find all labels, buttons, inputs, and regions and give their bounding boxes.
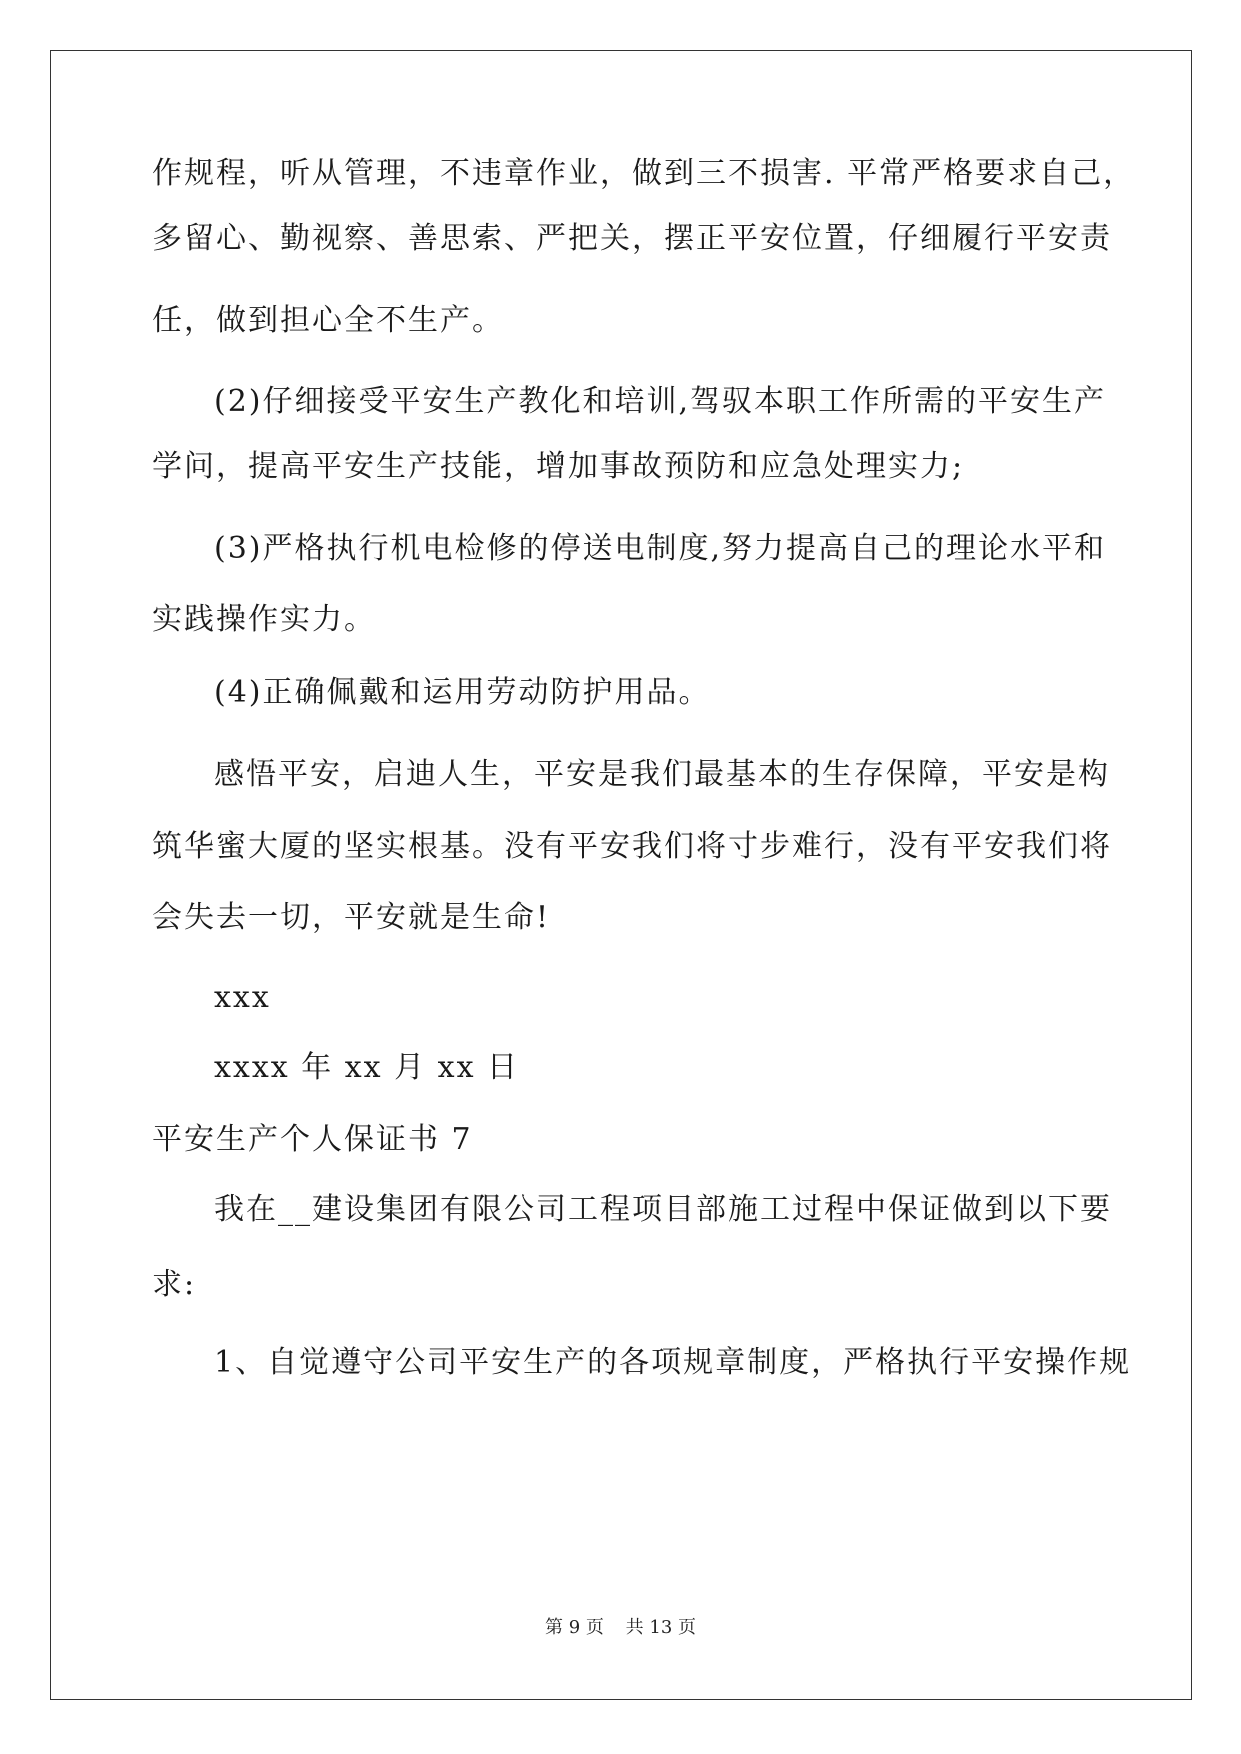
page-frame (50, 50, 1192, 1700)
text-line: 1、自觉遵守公司平安生产的各项规章制度，严格执行平安操作规 (214, 1345, 1132, 1380)
text-line: (2)仔细接受平安生产教化和培训,驾驭本职工作所需的平安生产 (214, 384, 1107, 419)
signature-date: xxxx 年 xx 月 xx 日 (214, 1050, 520, 1085)
text-line: (4)正确佩戴和运用劳动防护用品。 (214, 675, 711, 710)
page-total: 共 13 页 (625, 1617, 696, 1638)
text-line: (3)严格执行机电检修的停送电制度,努力提高自己的理论水平和 (214, 531, 1107, 566)
text-line: 求: (152, 1267, 197, 1302)
text-line: 实践操作实力。 (152, 602, 376, 637)
signature-name: xxx (214, 980, 271, 1015)
text-line: 筑华蜜大厦的坚实根基。没有平安我们将寸步难行，没有平安我们将 (152, 829, 1112, 864)
section-title: 平安生产个人保证书 7 (152, 1122, 473, 1157)
page-footer (0, 1617, 1241, 1639)
text-line: 多留心、勤视察、善思索、严把关，摆正平安位置，仔细履行平安责 (152, 221, 1112, 256)
text-line: 会失去一切，平安就是生命! (152, 900, 551, 935)
text-line: 学问，提高平安生产技能，增加事故预防和应急处理实力; (152, 449, 965, 484)
text-line: 任，做到担心全不生产。 (152, 303, 504, 338)
text-line: 作规程，听从管理，不违章作业，做到三不损害. 平常严格要求自己， (152, 156, 1136, 191)
text-line: 感悟平安，启迪人生，平安是我们最基本的生存保障，平安是构 (214, 757, 1110, 792)
page-number: 第 9 页 (545, 1617, 604, 1638)
text-line: 我在__建设集团有限公司工程项目部施工过程中保证做到以下要 (214, 1192, 1112, 1227)
